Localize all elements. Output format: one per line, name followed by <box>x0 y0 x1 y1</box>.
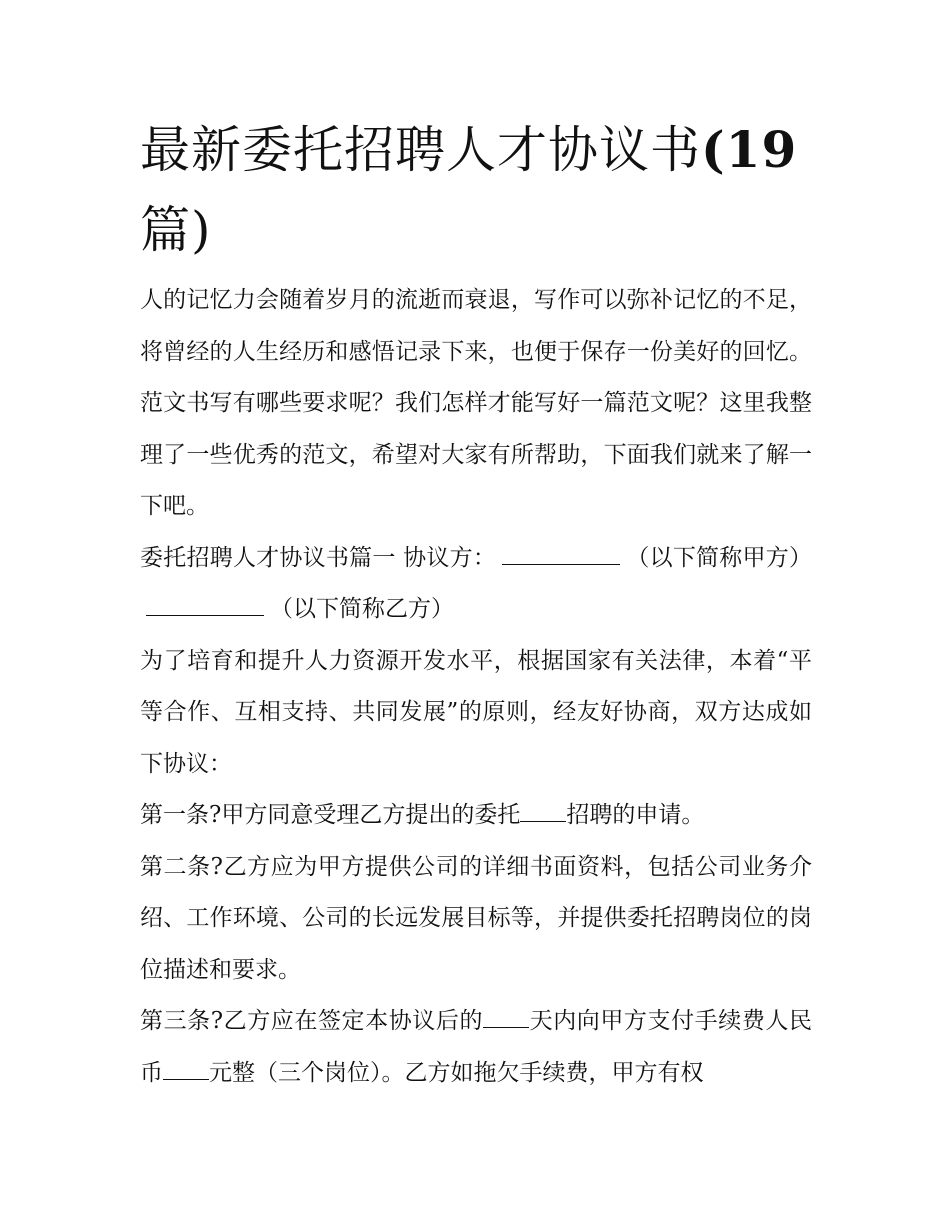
article-3-amount-blank <box>163 1054 209 1079</box>
article-3-days-blank <box>483 1003 529 1028</box>
parties-paragraph <box>140 533 812 636</box>
article-2: 第二条?乙方应为甲方提供公司的详细书面资料，包括公司业务介绍、工作环境、公司的长远发展目标等，并提供委托招聘岗位的岗位描述和要求。 <box>140 853 812 983</box>
intro-paragraph: 人的记忆力会随着岁月的流逝而衰退，写作可以弥补记忆的不足，将曾经的人生经历和感悟记录下来，也便于保存一份美好的回忆。范文书写有哪些要求呢？我们怎样才能写好一篇范文呢？这里我整理了一些优秀的范文，希望对大家有所帮助，下面我们就来了解一下吧。 <box>140 287 812 519</box>
preamble-paragraph: 为了培育和提升人力资源开发水平，根据国家有关法律，本着“平等合作、互相支持、共同发展”的原则，经友好协商，双方达成如下协议： <box>140 647 812 777</box>
party-a-blank <box>502 539 620 564</box>
article-3-part3: 元整（三个岗位）。乙方如拖欠手续费，甲方有权 <box>209 1059 704 1086</box>
document-body <box>140 275 812 1099</box>
article-1-tail: 招聘的申请。 <box>566 802 705 828</box>
article-3-part1: 第三条?乙方应在签定本协议后的 <box>140 1008 484 1034</box>
parties-lead: 委托招聘人才协议书篇一 协议方： <box>140 544 497 571</box>
article-3 <box>140 996 812 1099</box>
title-main: 最新委托招聘人才协议书 <box>140 121 701 179</box>
party-b-blank <box>146 591 264 616</box>
article-1 <box>140 790 812 842</box>
article-3-part2: 天内向甲方支付手续费人民币 <box>140 1008 812 1086</box>
article-1-blank <box>520 797 566 822</box>
article-1-text: 第一条?甲方同意受理乙方提出的委托 <box>140 802 521 828</box>
title-count: (19 <box>701 120 798 179</box>
title-tail: 篇) <box>140 201 212 259</box>
party-b-note: （以下简称乙方） <box>270 596 454 622</box>
party-a-note: （以下简称甲方） <box>626 544 813 571</box>
document-title <box>140 110 820 270</box>
